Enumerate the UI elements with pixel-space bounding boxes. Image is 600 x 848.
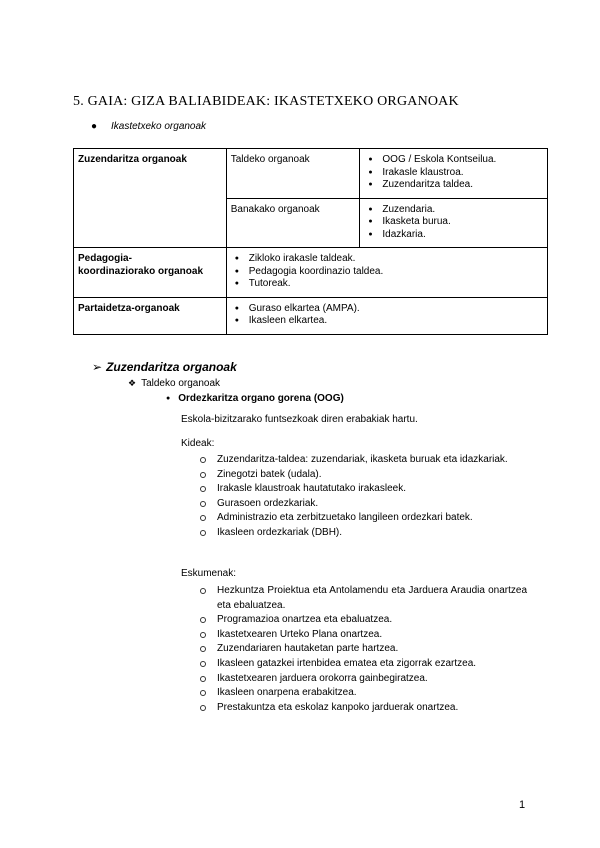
item-heading-text: Ordezkaritza organo gorena (OOG) bbox=[178, 393, 344, 404]
item-heading bbox=[166, 392, 344, 407]
taldeko-list bbox=[364, 154, 543, 192]
list-item: ● Zuzendaritza taldea. bbox=[364, 179, 543, 192]
table-cell-zuzendaritza: Zuzendaritza organoak bbox=[74, 149, 227, 248]
subsection-heading bbox=[128, 376, 220, 391]
list-item: ● Ikasleen elkartea. bbox=[231, 315, 543, 328]
description-text: Eskola-bizitzarako funtsezkoak diren erabakiak hartu. bbox=[181, 414, 418, 425]
list-item: Ikasleen ordezkariak (DBH). bbox=[181, 526, 527, 541]
list-item: Hezkuntza Proiektua eta Antolamendu eta Jarduera Araudia onartzea eta ebaluatzea. bbox=[181, 584, 527, 613]
list-item: ● Tutoreak. bbox=[231, 278, 543, 291]
list-item: Irakasle klaustroak hautatutako irakasleek. bbox=[181, 482, 527, 497]
arrow-icon: ➢ bbox=[92, 360, 103, 374]
banakako-list bbox=[364, 204, 543, 242]
table-cell-banakako: Banakako organoak bbox=[226, 198, 360, 248]
table-row bbox=[74, 248, 548, 298]
table-cell-pedagogia bbox=[74, 248, 227, 298]
organs-table bbox=[73, 148, 548, 335]
list-item: Zinegotzi batek (udala). bbox=[181, 468, 527, 483]
bullet-icon: ● bbox=[166, 395, 171, 402]
table-cell-banakako-items bbox=[360, 198, 548, 248]
list-item: Ikastetxearen jarduera orokorra gainbegiratzea. bbox=[181, 672, 527, 687]
kideak-label: Kideak: bbox=[181, 438, 215, 449]
pedagogia-label-line1: Pedagogia- bbox=[78, 253, 132, 264]
list-item: ● Zuzendaria. bbox=[364, 204, 543, 217]
page-title: 5. GAIA: GIZA BALIABIDEAK: IKASTETXEKO ORGANOAK bbox=[73, 94, 459, 109]
list-item: Gurasoen ordezkariak. bbox=[181, 497, 527, 512]
table-cell-pedagogia-items bbox=[226, 248, 547, 298]
kideak-list bbox=[181, 453, 527, 541]
table-cell-partaidetza: Partaidetza-organoak bbox=[74, 297, 227, 334]
partaidetza-list bbox=[231, 303, 543, 328]
table-row bbox=[74, 149, 548, 199]
subtitle-bullet bbox=[93, 120, 206, 134]
page-number: 1 bbox=[519, 799, 526, 811]
section-heading-text: Zuzendaritza organoak bbox=[106, 360, 237, 374]
list-item: ● Pedagogia koordinazio taldea. bbox=[231, 266, 543, 279]
table-cell-partaidetza-items bbox=[226, 297, 547, 334]
table-cell-taldeko: Taldeko organoak bbox=[226, 149, 360, 199]
list-item: ● Guraso elkartea (AMPA). bbox=[231, 303, 543, 316]
section-heading bbox=[92, 360, 237, 374]
pedagogia-label-line2: koordinaziorako organoak bbox=[78, 265, 204, 277]
eskumenak-list bbox=[181, 584, 527, 715]
list-item: Prestakuntza eta eskolaz kanpoko jarduerak onartzea. bbox=[181, 701, 527, 716]
list-item: ● Idazkaria. bbox=[364, 229, 543, 242]
list-item: Ikastetxearen Urteko Plana onartzea. bbox=[181, 628, 527, 643]
diamond-bullet-icon: ❖ bbox=[128, 378, 137, 388]
pedagogia-list bbox=[231, 253, 543, 291]
list-item: ● Irakasle klaustroa. bbox=[364, 167, 543, 180]
list-item: Programazioa onartzea eta ebaluatzea. bbox=[181, 613, 527, 628]
eskumenak-label: Eskumenak: bbox=[181, 568, 237, 579]
list-item: Ikasleen gatazkei irtenbidea ematea eta zigorrak ezartzea. bbox=[181, 657, 527, 672]
list-item: Zuzendaritza-taldea: zuzendariak, ikasketa buruak eta idazkariak. bbox=[181, 453, 527, 468]
subsection-heading-text: Taldeko organoak bbox=[141, 378, 221, 389]
list-item: Ikasleen onarpena erabakitzea. bbox=[181, 686, 527, 701]
subtitle-text: Ikastetxeko organoak bbox=[111, 121, 207, 132]
list-item: Zuzendariaren hautaketan parte hartzea. bbox=[181, 642, 527, 657]
bullet-icon: ● bbox=[91, 121, 98, 132]
table-row bbox=[74, 297, 548, 334]
list-item: ● Ikasketa burua. bbox=[364, 216, 543, 229]
list-item: ● OOG / Eskola Kontseilua. bbox=[364, 154, 543, 167]
list-item: ● Zikloko irakasle taldeak. bbox=[231, 253, 543, 266]
list-item: Administrazio eta zerbitzuetako langileen ordezkari batek. bbox=[181, 511, 527, 526]
table-cell-taldeko-items bbox=[360, 149, 548, 199]
